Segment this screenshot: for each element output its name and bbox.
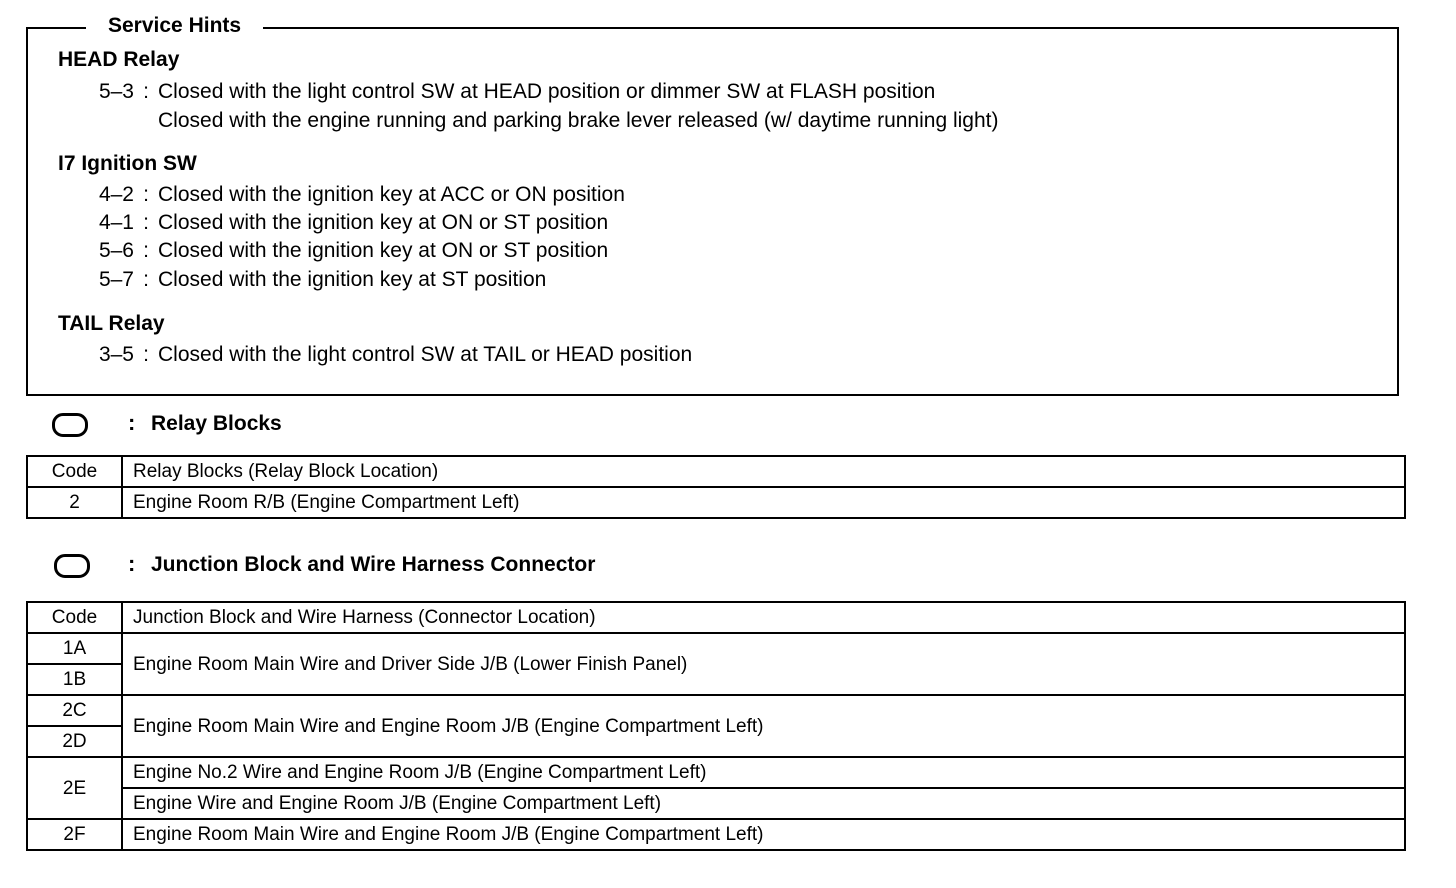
- terminal-code: 3–5: [98, 343, 134, 366]
- code-cell: 2E: [27, 757, 122, 819]
- table-row: [27, 757, 1405, 788]
- hint-text: Closed with the light control SW at HEAD position or dimmer SW at FLASH position: [158, 80, 936, 103]
- hint-text: Closed with the ignition key at ON or ST position: [158, 211, 609, 234]
- desc-header: Relay Blocks (Relay Block Location): [122, 456, 1405, 487]
- hint-text: Closed with the light control SW at TAIL or HEAD position: [158, 343, 693, 366]
- table-row: [27, 695, 1405, 726]
- junction-blocks-table: [26, 601, 1406, 851]
- code-cell: 1A: [27, 633, 122, 664]
- code-cell: 2F: [27, 819, 122, 850]
- colon: :: [128, 551, 136, 576]
- table-row: [27, 487, 1405, 518]
- hint-text: Closed with the ignition key at ACC or ON position: [158, 183, 625, 206]
- service-hints-title: Service Hints: [86, 12, 263, 40]
- relay-block-oval-icon: [52, 413, 88, 437]
- desc-cell: Engine Room Main Wire and Engine Room J/B (Engine Compartment Left): [122, 819, 1405, 850]
- ignition-line: [78, 182, 625, 208]
- relay-blocks-heading: Relay Blocks: [151, 412, 282, 435]
- terminal-code: 4–2: [98, 183, 134, 206]
- desc-header: Junction Block and Wire Harness (Connector Location): [122, 602, 1405, 633]
- separator: :: [143, 80, 149, 103]
- separator: :: [143, 183, 149, 206]
- head-relay-line: [78, 79, 935, 105]
- head-relay-line-cont: Closed with the engine running and parking brake lever released (w/ daytime running light): [158, 109, 999, 132]
- terminal-code: 5–3: [98, 80, 134, 103]
- hint-text: Closed with the ignition key at ON or ST position: [158, 239, 609, 262]
- code-cell: 1B: [27, 664, 122, 695]
- code-cell: 2D: [27, 726, 122, 757]
- separator: :: [143, 343, 149, 366]
- desc-cell: Engine Room R/B (Engine Compartment Left): [122, 487, 1405, 518]
- tail-relay-title: TAIL Relay: [58, 312, 165, 335]
- ignition-sw-title: I7 Ignition SW: [58, 152, 197, 175]
- colon: :: [128, 410, 136, 435]
- junction-block-oval-icon: [54, 554, 90, 578]
- table-row: [27, 633, 1405, 664]
- relay-blocks-table: [26, 455, 1406, 519]
- code-cell: 2C: [27, 695, 122, 726]
- desc-cell: Engine Room Main Wire and Driver Side J/B (Lower Finish Panel): [122, 633, 1405, 695]
- separator: :: [143, 211, 149, 234]
- ignition-line: [78, 238, 608, 264]
- table-header-row: [27, 456, 1405, 487]
- desc-cell: Engine No.2 Wire and Engine Room J/B (Engine Compartment Left): [122, 757, 1405, 788]
- tail-relay-line: [78, 342, 692, 368]
- desc-cell: Engine Room Main Wire and Engine Room J/B (Engine Compartment Left): [122, 695, 1405, 757]
- ignition-line: [78, 210, 608, 236]
- code-header: Code: [27, 602, 122, 633]
- table-row: [27, 788, 1405, 819]
- separator: :: [143, 268, 149, 291]
- code-cell: 2: [27, 487, 122, 518]
- code-header: Code: [27, 456, 122, 487]
- desc-cell: Engine Wire and Engine Room J/B (Engine Compartment Left): [122, 788, 1405, 819]
- terminal-code: 4–1: [98, 211, 134, 234]
- ignition-line: [78, 267, 546, 293]
- table-row: [27, 819, 1405, 850]
- table-header-row: [27, 602, 1405, 633]
- terminal-code: 5–6: [98, 239, 134, 262]
- hint-text: Closed with the ignition key at ST position: [158, 268, 547, 291]
- junction-blocks-heading: Junction Block and Wire Harness Connector: [151, 553, 596, 576]
- terminal-code: 5–7: [98, 268, 134, 291]
- separator: :: [143, 239, 149, 262]
- head-relay-title: HEAD Relay: [58, 48, 180, 71]
